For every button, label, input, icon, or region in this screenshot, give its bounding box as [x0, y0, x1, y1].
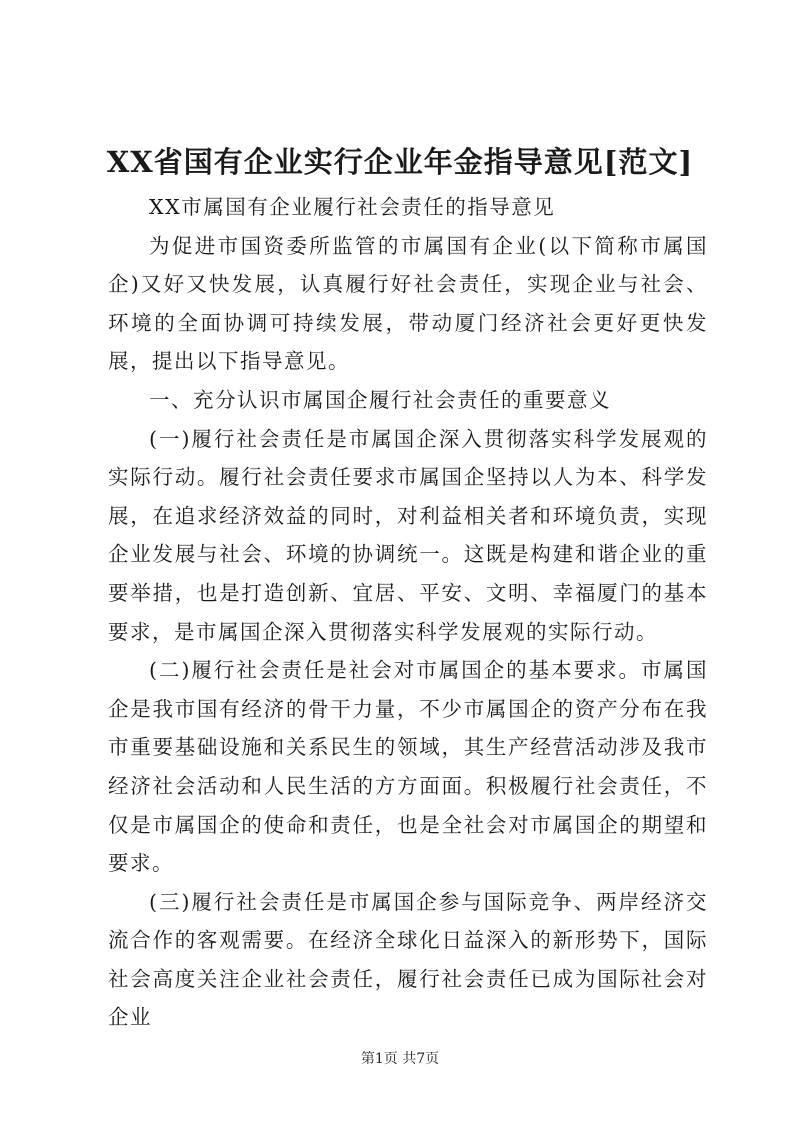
document-title: XX省国有企业实行企业年金指导意见[范文] — [106, 145, 694, 179]
intro-paragraph: 为促进市国资委所监管的市属国有企业(以下简称市属国企)又好又快发展，认真履行好社会责任，实现企业与社会、环境的全面协调可持续发展，带动厦门经济社会更好更快发展，提出以下指导意见。 — [108, 233, 708, 374]
document-subtitle: XX市属国有企业履行社会责任的指导意见 — [149, 195, 556, 219]
page-footer: 第1页 共7页 — [360, 1051, 440, 1067]
section-heading-1: 一、充分认识市属国企履行社会责任的重要意义 — [149, 387, 611, 412]
paragraph-item-3: (三)履行社会责任是市属国企参与国际竞争、两岸经济交流合作的客观需要。在经济全球化日益深入的新形势下，国际社会高度关注企业社会责任，履行社会责任已成为国际社会对企业 — [108, 889, 708, 1030]
paragraph-item-2: (二)履行社会责任是社会对市属国企的基本要求。市属国企是我市国有经济的骨干力量，不少市属国企的资产分布在我市重要基础设施和关系民生的领域，其生产经营活动涉及我市经济社会活动和人民生活的方方面面。积极履行社会责任，不仅是市属国企的使命和责任，也是全社会对市属国企的期望和要求。 — [108, 658, 708, 876]
paragraph-item-1: (一)履行社会责任是市属国企深入贯彻落实科学发展观的实际行动。履行社会责任要求市属国企坚持以人为本、科学发展，在追求经济效益的同时，对利益相关者和环境负责，实现企业发展与社会、环境的协调统一。这既是构建和谐企业的重要举措，也是打造创新、宜居、平安、文明、幸福厦门的基本要求，是市属国企深入贯彻落实科学发展观的实际行动。 — [108, 426, 708, 644]
document-body — [108, 188, 708, 1037]
